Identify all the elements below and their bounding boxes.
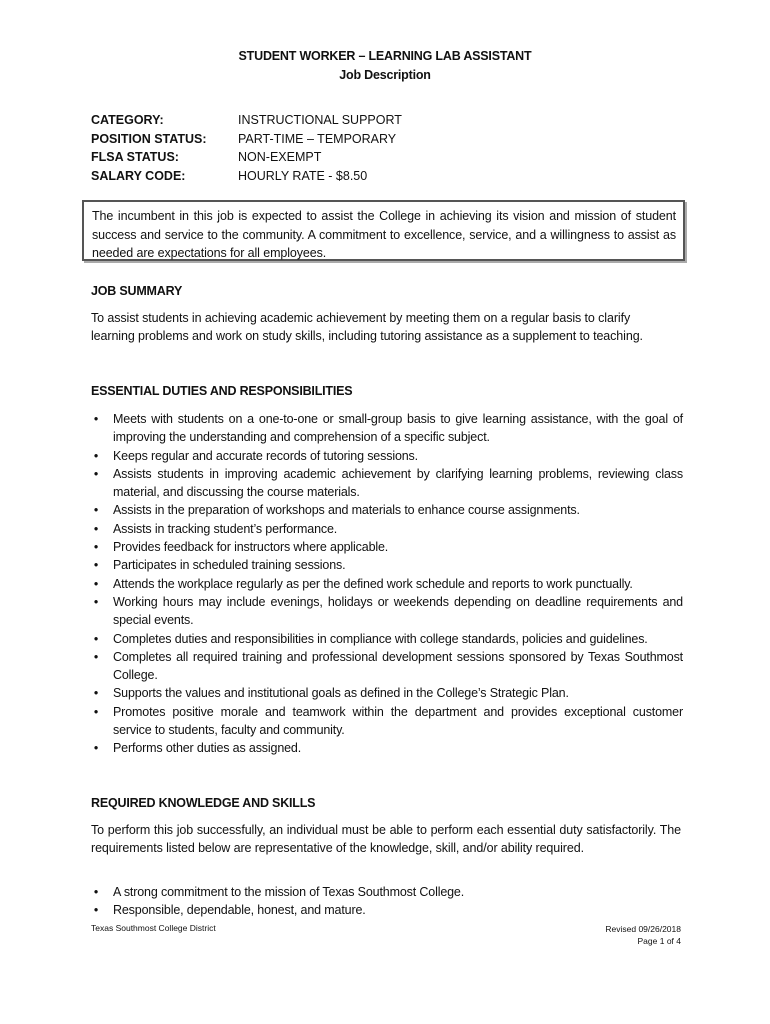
- bullet-icon: •: [93, 448, 99, 463]
- intro-box: The incumbent in this job is expected to assist the College in achieving its vision and mission of student success and service to the community. A commitment to excellence, service, and a willingness to assist as needed are expectations for all employees.: [82, 200, 685, 261]
- meta-row-salary-code: [91, 169, 402, 188]
- job-summary-text: To assist students in achieving academic achievement by meeting them on a regular basis to clarify learning problems and work on study skills, including tutoring assistance as a supplement to teaching.: [91, 311, 643, 344]
- list-item: [91, 648, 683, 685]
- meta-row-position-status: [91, 132, 402, 151]
- list-item: [91, 410, 683, 447]
- bullet-icon: •: [93, 903, 99, 918]
- bullet-icon: •: [93, 741, 99, 756]
- bullet-icon: •: [93, 412, 99, 426]
- meta-label: POSITION STATUS:: [91, 131, 207, 146]
- list-item: [91, 883, 683, 901]
- list-item-text: Responsible, dependable, honest, and mature.: [113, 903, 366, 918]
- list-item: [91, 520, 683, 538]
- bullet-icon: •: [93, 704, 99, 719]
- document-subtitle: Job Description: [339, 68, 431, 82]
- list-item: [91, 538, 683, 556]
- meta-value: INSTRUCTIONAL SUPPORT: [238, 113, 402, 127]
- footer-organization: Texas Southmost College District: [91, 923, 216, 933]
- list-item-text: Assists in tracking student’s performance.: [113, 521, 338, 536]
- duties-list: [91, 410, 683, 758]
- bullet-icon: •: [93, 521, 99, 536]
- list-item-text: Participates in scheduled training sessions.: [113, 558, 346, 573]
- skills-heading: REQUIRED KNOWLEDGE AND SKILLS: [91, 796, 316, 810]
- job-summary-heading: JOB SUMMARY: [91, 284, 183, 298]
- bullet-icon: •: [93, 649, 99, 664]
- meta-value: HOURLY RATE - $8.50: [238, 168, 368, 183]
- list-item-text: Provides feedback for instructors where applicable.: [113, 540, 389, 555]
- skills-text: To perform this job successfully, an individual must be able to perform each essential duty satisfactorily. The requirements listed below are representative of the knowledge, skill, and/or ability required.: [91, 823, 681, 856]
- list-item-text: Keeps regular and accurate records of tutoring sessions.: [113, 448, 418, 463]
- list-item: [91, 593, 683, 630]
- meta-row-flsa-status: [91, 150, 402, 169]
- list-item-text: Performs other duties as assigned.: [113, 741, 302, 756]
- list-item-text: Assists students in improving academic achievement by clarifying learning problems, reviewing class material, and discussing the course materials.: [113, 466, 683, 500]
- bullet-icon: •: [93, 558, 99, 573]
- list-item: [91, 901, 683, 919]
- footer-revised-date: Revised 09/26/2018: [605, 924, 681, 934]
- list-item-text: Attends the workplace regularly as per the defined work schedule and reports to work punctually.: [113, 576, 633, 591]
- bullet-icon: •: [93, 503, 99, 518]
- bullet-icon: •: [93, 540, 99, 555]
- list-item-text: Working hours may include evenings, holidays or weekends depending on deadline requirements and special events.: [113, 594, 683, 628]
- position-meta: [91, 113, 402, 187]
- list-item: [91, 501, 683, 519]
- bullet-icon: •: [93, 576, 99, 591]
- list-item: [91, 447, 683, 465]
- list-item: [91, 556, 683, 574]
- footer-page-info: [605, 923, 681, 947]
- document-title: STUDENT WORKER – LEARNING LAB ASSISTANT: [238, 49, 532, 63]
- list-item: [91, 575, 683, 593]
- bullet-icon: •: [93, 631, 99, 646]
- list-item-text: Meets with students on a one-to-one or small-group basis to give learning assistance, with the goal of improving the understanding and comprehension of a specific subject.: [113, 412, 683, 445]
- meta-label: CATEGORY:: [91, 113, 164, 127]
- list-item-text: A strong commitment to the mission of Texas Southmost College.: [113, 885, 465, 899]
- meta-label: SALARY CODE:: [91, 168, 186, 183]
- footer-page-number: Page 1 of 4: [637, 936, 681, 946]
- meta-value: NON-EXEMPT: [238, 150, 322, 164]
- list-item: [91, 630, 683, 648]
- list-item: [91, 465, 683, 502]
- list-item-text: Supports the values and institutional goals as defined in the College’s Strategic Plan.: [113, 686, 569, 701]
- list-item: [91, 703, 683, 740]
- meta-label: FLSA STATUS:: [91, 150, 179, 164]
- skills-list: [91, 883, 683, 920]
- list-item-text: Completes all required training and professional development sessions sponsored by Texas Southmost College.: [113, 649, 683, 683]
- bullet-icon: •: [93, 686, 99, 701]
- bullet-icon: •: [93, 466, 99, 481]
- duties-heading: ESSENTIAL DUTIES AND RESPONSIBILITIES: [91, 384, 353, 398]
- bullet-icon: •: [93, 885, 99, 899]
- list-item-text: Completes duties and responsibilities in compliance with college standards, policies and guidelines.: [113, 631, 648, 646]
- meta-value: PART-TIME – TEMPORARY: [238, 131, 397, 146]
- list-item-text: Promotes positive morale and teamwork within the department and provides exceptional customer service to students, faculty and community.: [113, 704, 683, 738]
- bullet-icon: •: [93, 594, 99, 609]
- list-item: [91, 739, 683, 757]
- list-item: [91, 684, 683, 702]
- meta-row-category: [91, 113, 402, 132]
- list-item-text: Assists in the preparation of workshops and materials to enhance course assignments.: [113, 503, 580, 518]
